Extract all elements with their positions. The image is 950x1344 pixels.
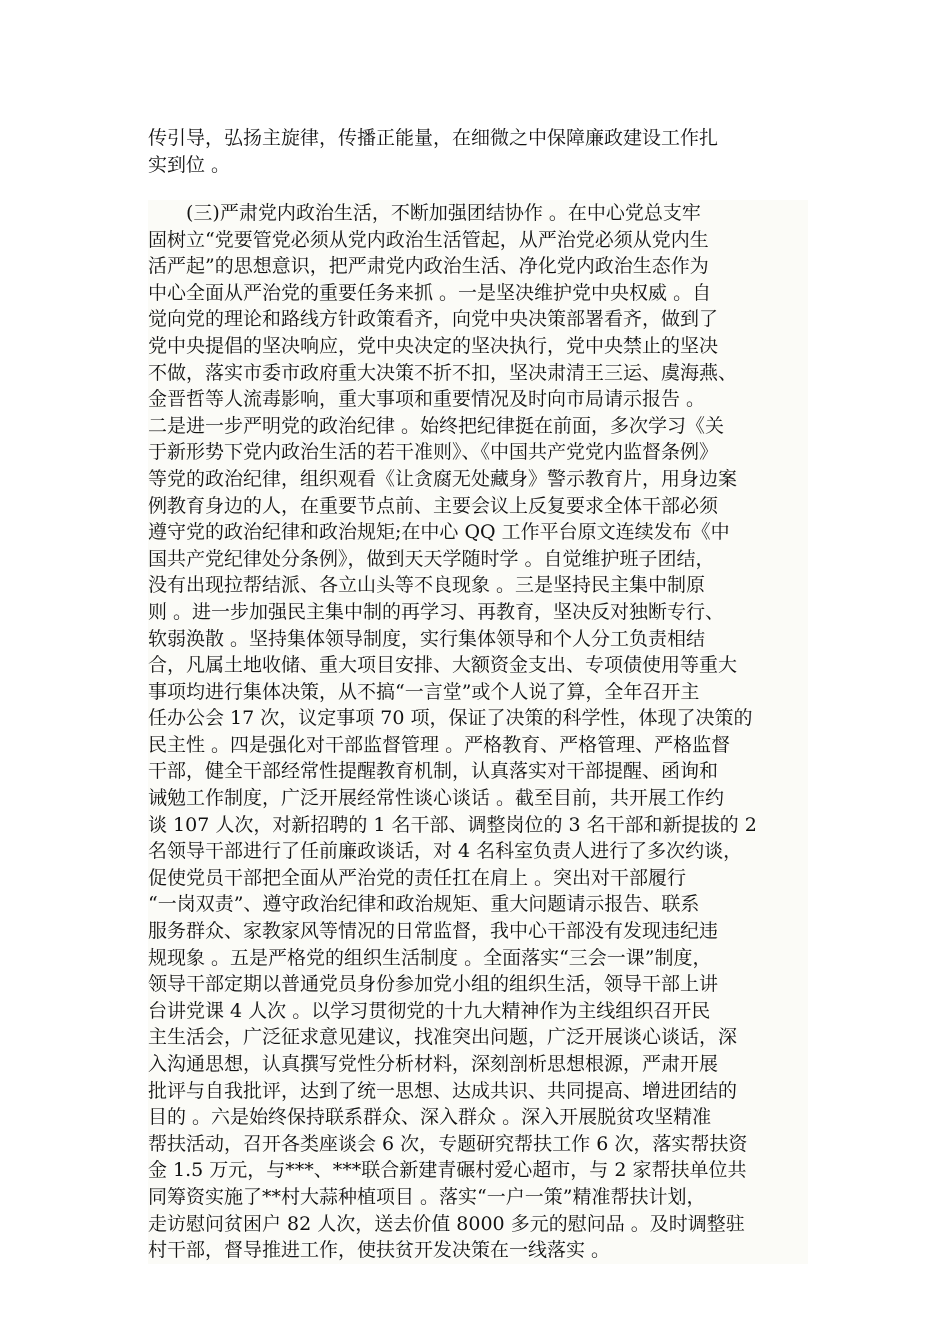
text-line: 村干部，督导推进工作，使扶贫开发决策在一线落实 。	[148, 1237, 808, 1264]
text-line: 谈 107 人次，对新招聘的 1 名干部、调整岗位的 3 名干部和新提拔的 2	[148, 812, 808, 839]
text-line: 领导干部定期以普通党员身份参加党小组的组织生活，领导干部上讲	[148, 971, 808, 998]
text-line: 固树立“党要管党必须从党内政治生活管起，从严治党必须从党内生	[148, 227, 808, 254]
text-line: 等党的政治纪律，组织观看《让贪腐无处藏身》警示教育片，用身边案	[148, 466, 808, 493]
text-line: 觉向党的理论和路线方针政策看齐，向党中央决策部署看齐，做到了	[148, 306, 808, 333]
text-line: 实到位 。	[148, 153, 231, 176]
text-line: 走访慰问贫困户 82 人次，送去价值 8000 多元的慰问品 。及时调整驻	[148, 1211, 808, 1238]
text-line: 入沟通思想，认真撰写党性分析材料，深刻剖析思想根源，严肃开展	[148, 1051, 808, 1078]
text-line: (三)严肃党内政治生活，不断加强团结协作 。在中心党总支牢	[148, 200, 808, 227]
text-line: 中心全面从严治党的重要任务来抓 。一是坚决维护党中央权威 。自	[148, 280, 808, 307]
text-line: 批评与自我批评，达到了统一思想、达成共识、共同提高、增进团结的	[148, 1078, 808, 1105]
section-paragraph	[148, 200, 808, 1264]
text-line: 促使党员干部把全面从严治党的责任扛在肩上 。突出对干部履行	[148, 865, 808, 892]
text-line: 不做，落实市委市政府重大决策不折不扣，坚决肃清王三运、虞海燕、	[148, 360, 808, 387]
text-line: 规现象 。五是严格党的组织生活制度 。全面落实“三会一课”制度，	[148, 945, 808, 972]
text-line: 活严起”的思想意识，把严肃党内政治生活、净化党内政治生态作为	[148, 253, 808, 280]
text-line: 干部，健全干部经常性提醒教育机制，认真落实对干部提醒、函询和	[148, 758, 808, 785]
text-line: 民主性 。四是强化对干部监督管理 。严格教育、严格管理、严格监督	[148, 732, 808, 759]
text-line: 诫勉工作制度，广泛开展经常性谈心谈话 。截至目前，共开展工作约	[148, 785, 808, 812]
text-line: 主生活会，广泛征求意见建议，找准突出问题，广泛开展谈心谈话，深	[148, 1024, 808, 1051]
text-line: “一岗双责”、遵守政治纪律和政治规矩、重大问题请示报告、联系	[148, 891, 808, 918]
text-line: 党中央提倡的坚决响应，党中央决定的坚决执行，党中央禁止的坚决	[148, 333, 808, 360]
text-line: 合，凡属土地收储、重大项目安排、大额资金支出、专项债使用等重大	[148, 652, 808, 679]
text-line: 则 。进一步加强民主集中制的再学习、再教育，坚决反对独断专行、	[148, 599, 808, 626]
text-line: 帮扶活动，召开各类座谈会 6 次，专题研究帮扶工作 6 次，落实帮扶资	[148, 1131, 808, 1158]
text-line: 国共产党纪律处分条例》，做到天天学随时学 。自觉维护班子团结，	[148, 546, 808, 573]
intro-paragraph	[148, 125, 808, 178]
text-line: 任办公会 17 次，议定事项 70 项，保证了决策的科学性，体现了决策的	[148, 705, 808, 732]
text-line: 二是进一步严明党的政治纪律 。始终把纪律挺在前面，多次学习《关	[148, 413, 808, 440]
text-line: 软弱涣散 。坚持集体领导制度，实行集体领导和个人分工负责相结	[148, 626, 808, 653]
text-line: 服务群众、家教家风等情况的日常监督，我中心干部没有发现违纪违	[148, 918, 808, 945]
text-line: 目的 。六是始终保持联系群众、深入群众 。深入开展脱贫攻坚精准	[148, 1104, 808, 1131]
text-line: 例教育身边的人，在重要节点前、主要会议上反复要求全体干部必须	[148, 493, 808, 520]
text-line: 事项均进行集体决策，从不搞“一言堂”或个人说了算，全年召开主	[148, 679, 808, 706]
text-line: 台讲党课 4 人次 。以学习贯彻党的十九大精神作为主线组织召开民	[148, 998, 808, 1025]
text-line: 传引导，弘扬主旋律，传播正能量，在细微之中保障廉政建设工作扎	[148, 127, 719, 149]
text-line: 金晋哲等人流毒影响，重大事项和重要情况及时向市局请示报告 。	[148, 386, 808, 413]
text-line: 名领导干部进行了任前廉政谈话，对 4 名科室负责人进行了多次约谈，	[148, 838, 808, 865]
text-line: 同筹资实施了**村大蒜种植项目 。落实“一户一策”精准帮扶计划，	[148, 1184, 808, 1211]
text-line: 金 1.5 万元，与***、***联合新建青碾村爱心超市，与 2 家帮扶单位共	[148, 1157, 808, 1184]
text-line: 于新形势下党内政治生活的若干准则》、《中国共产党党内监督条例》	[148, 439, 808, 466]
text-line: 遵守党的政治纪律和政治规矩;在中心 QQ 工作平台原文连续发布《中	[148, 519, 808, 546]
text-line: 没有出现拉帮结派、各立山头等不良现象 。三是坚持民主集中制原	[148, 572, 808, 599]
